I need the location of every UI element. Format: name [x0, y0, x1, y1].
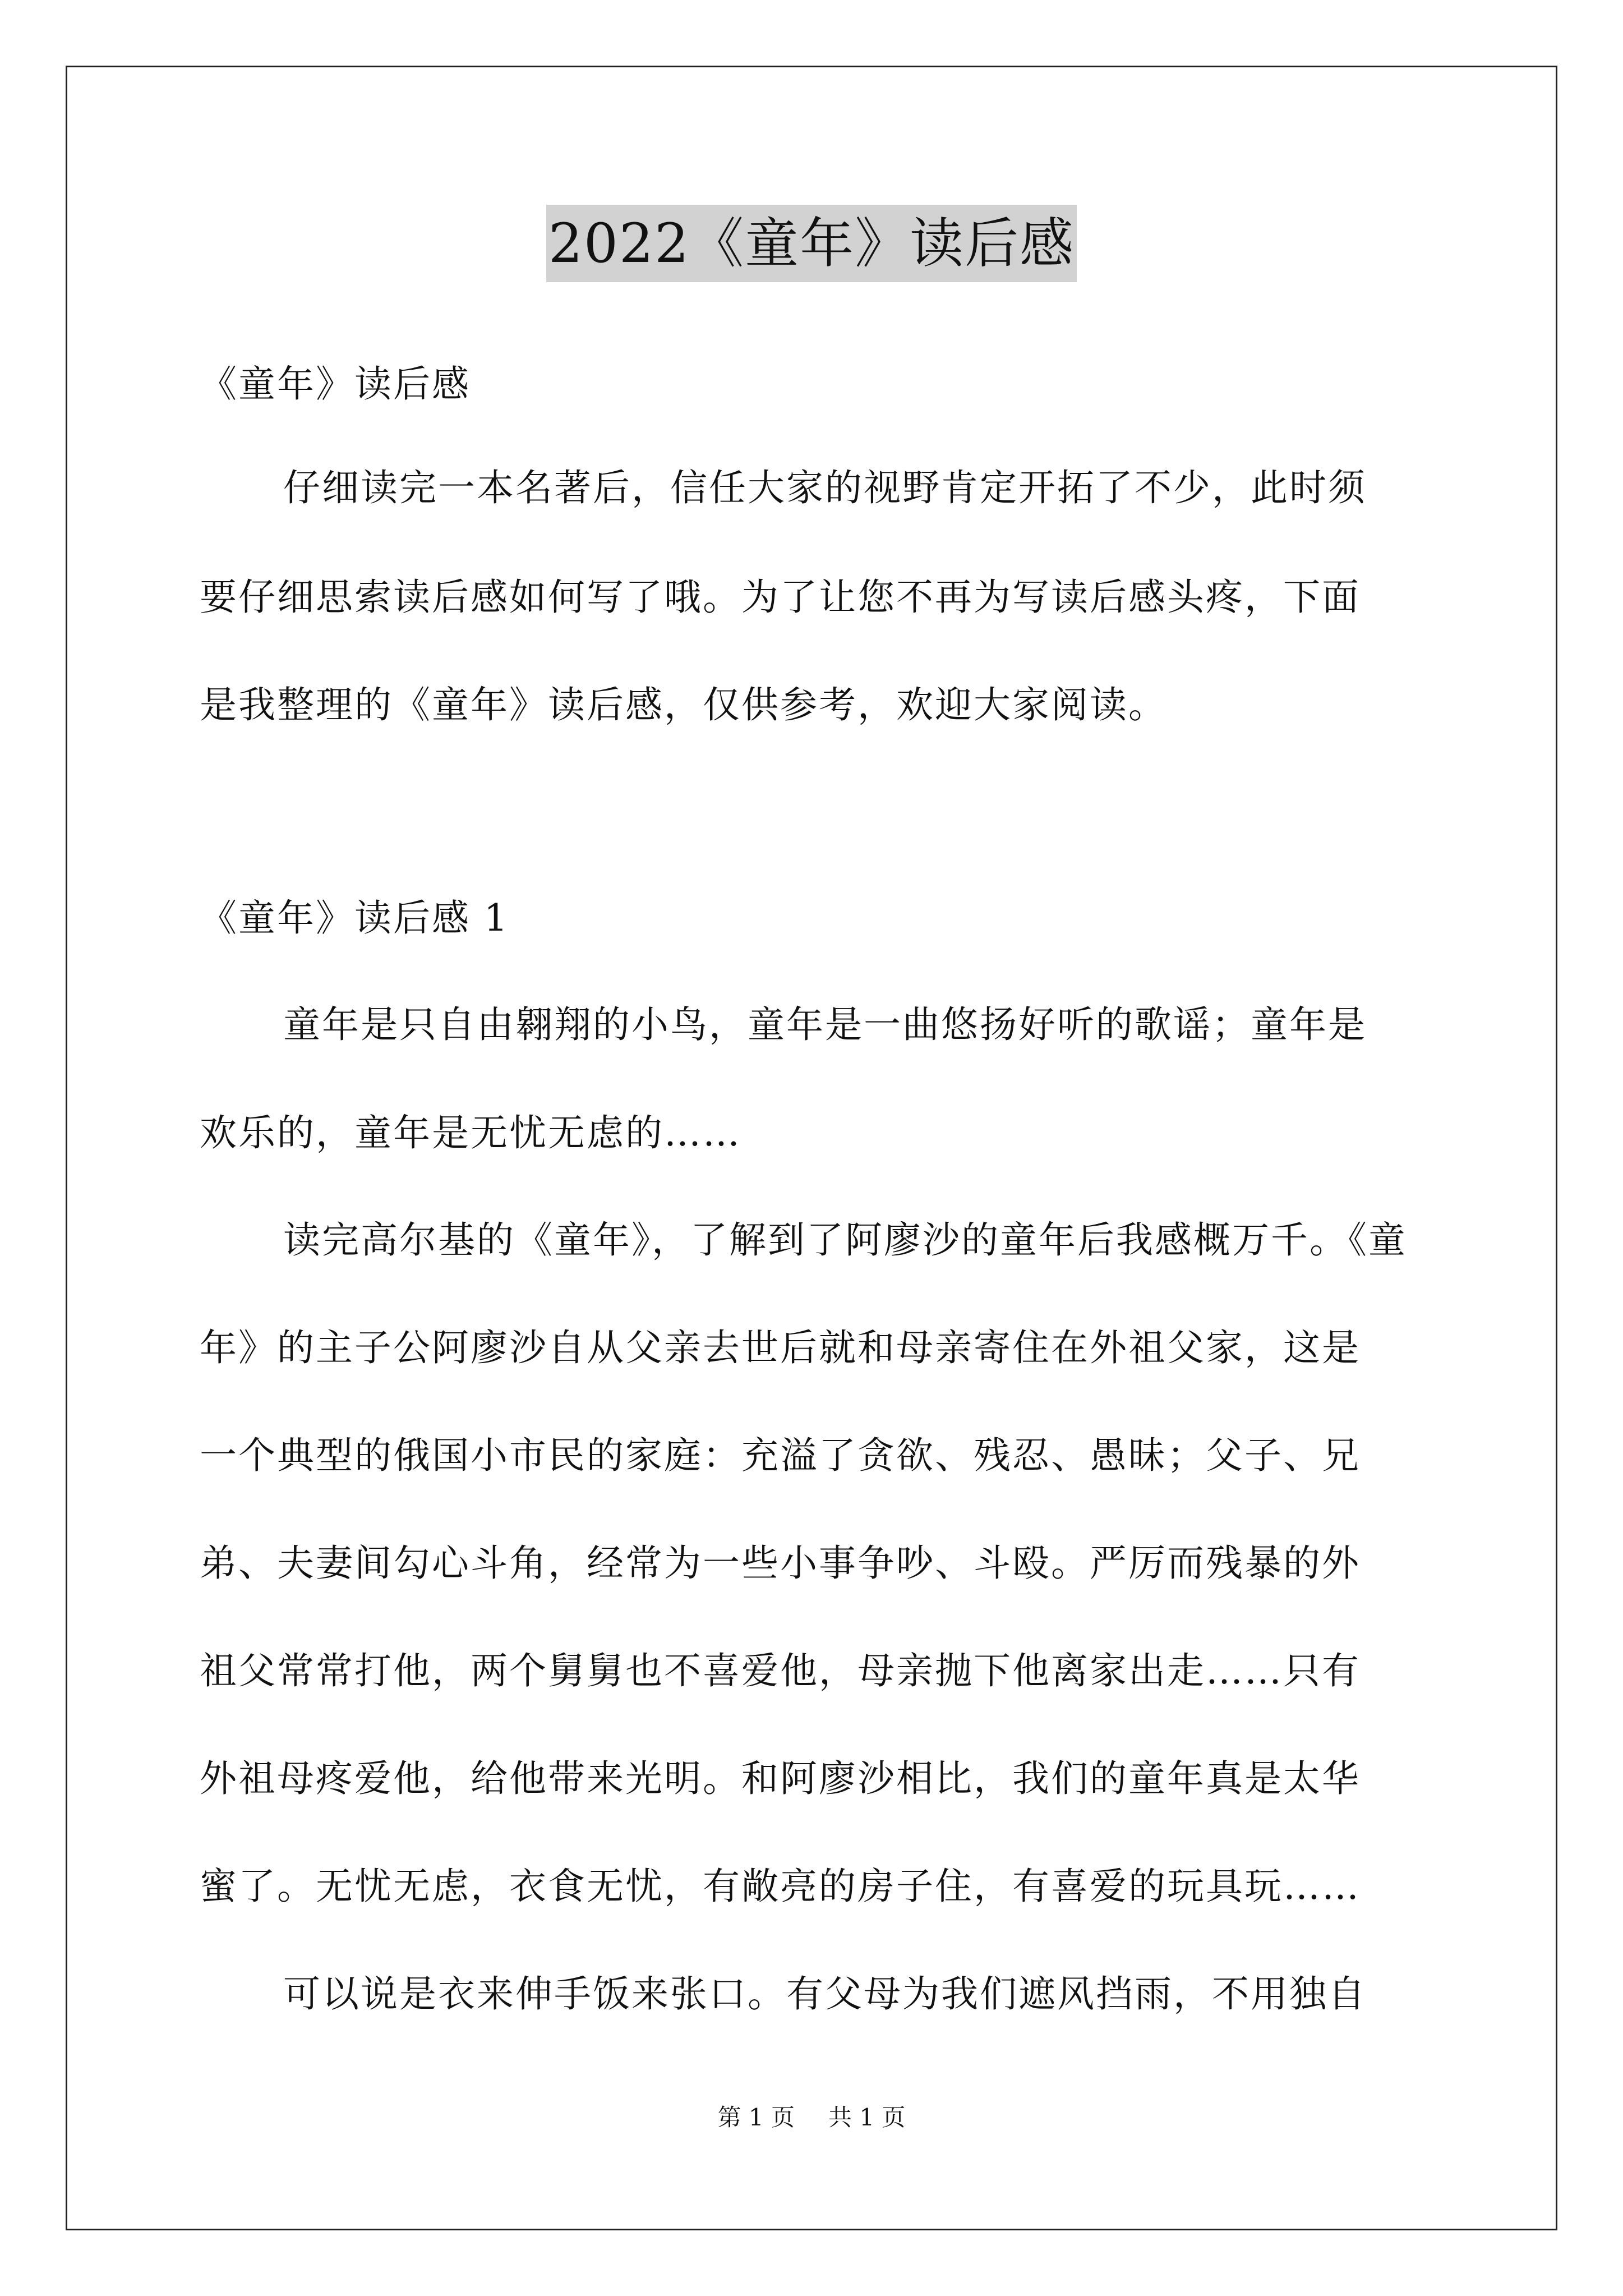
paragraph-line: 祖父常常打他，两个舅舅也不喜爱他，母亲抛下他离家出走……只有 [200, 1649, 1361, 1692]
paragraph-line: 蜜了。无忧无虑，衣食无忧，有敞亮的房子住，有喜爱的玩具玩…… [200, 1865, 1361, 1908]
paragraph-line: 要仔细思索读后感如何写了哦。为了让您不再为写读后感头疼，下面 [200, 576, 1361, 619]
subtitle: 《童年》读后感 [200, 362, 471, 406]
section-heading: 《童年》读后感 1 [200, 896, 509, 940]
paragraph-line: 外祖母疼爱他，给他带来光明。和阿廖沙相比，我们的童年真是太华 [200, 1757, 1361, 1800]
paragraph-line: 是我整理的《童年》读后感，仅供参考，欢迎大家阅读。 [200, 683, 1167, 726]
document-title: 2022《童年》读后感 [546, 205, 1077, 282]
paragraph-line: 一个典型的俄国小市民的家庭：充溢了贪欲、残忍、愚昧；父子、兄 [200, 1434, 1361, 1477]
paragraph-line: 可以说是衣来伸手饭来张口。有父母为我们遮风挡雨，不用独自 [283, 1972, 1367, 2016]
paragraph-line: 欢乐的，童年是无忧无虑的…… [200, 1111, 741, 1154]
paragraph-line: 年》的主子公阿廖沙自从父亲去世后就和母亲寄住在外祖父家，这是 [200, 1326, 1361, 1369]
paragraph-line: 童年是只自由翱翔的小鸟，童年是一曲悠扬好听的歌谣；童年是 [283, 1003, 1367, 1046]
paragraph-line: 仔细读完一本名著后，信任大家的视野肯定开拓了不少，此时须 [283, 466, 1367, 509]
page-number: 第 1 页 [717, 2104, 795, 2131]
paragraph-line: 弟、夫妻间勾心斗角，经常为一些小事争吵、斗殴。严厉而残暴的外 [200, 1542, 1361, 1585]
paragraph-line: 读完高尔基的《童年》，了解到了阿廖沙的童年后我感概万千。《童 [283, 1218, 1407, 1262]
title-container [0, 205, 1623, 282]
page-total: 共 1 页 [828, 2104, 906, 2131]
page-footer [0, 2101, 1623, 2134]
